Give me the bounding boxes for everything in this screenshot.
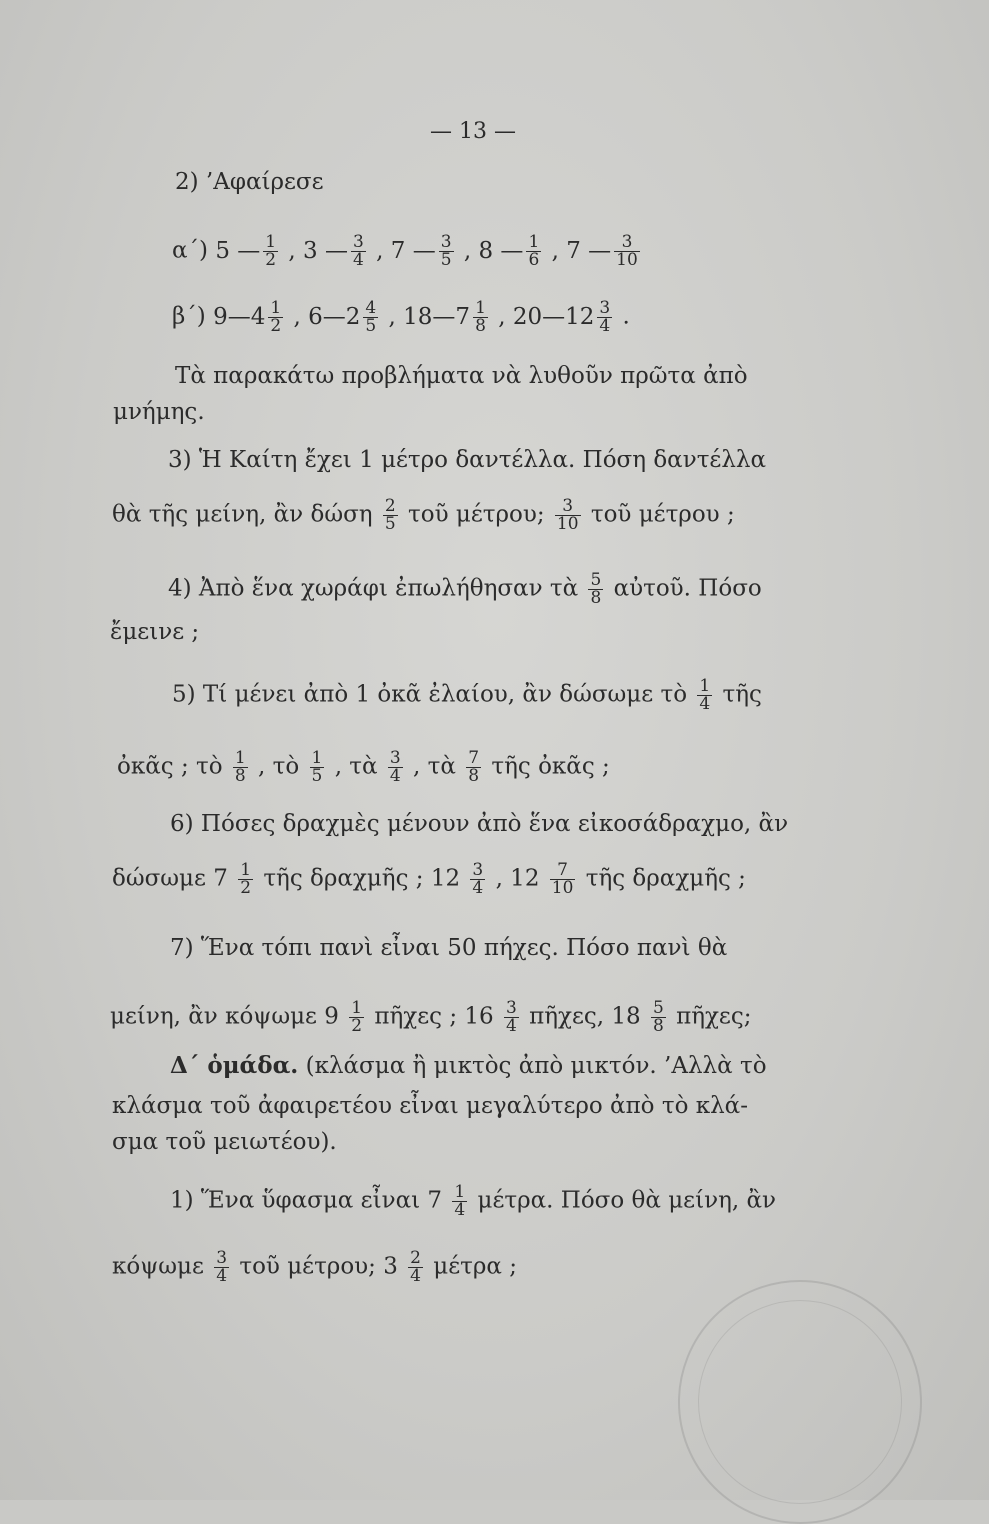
fraction: $\frac{3}{4}$ xyxy=(472,860,484,898)
fraction: $\frac{3}{4}$ xyxy=(599,298,611,336)
intro-line-1: Τὰ παρακάτω προβλήματα νὰ λυθοῦν πρῶτα ἀπὸ xyxy=(175,363,748,389)
problem-6-line-1: 6) Πόσες δραχμὲς μένουν ἀπὸ ἕνα εἰκοσάδραχμο, ἂν xyxy=(170,811,789,837)
mixed-item: , 20—12 $\frac{3}{4}$ xyxy=(498,298,611,336)
fraction: $\frac{5}{8}$ xyxy=(652,998,664,1036)
fraction: $\frac{3}{10}$ xyxy=(556,496,579,534)
group-d-line-3: σμα τοῦ μειωτέου). xyxy=(112,1129,337,1155)
mixed-item: , 3 — $\frac{3}{4}$ xyxy=(288,232,364,270)
group-d-line-2: κλάσμα τοῦ ἀφαιρετέου εἶναι μεγαλύτερο ἀπὸ τὸ κλά- xyxy=(112,1093,748,1119)
problem-7-line-1: 7) Ἕνα τόπι πανὶ εἶναι 50 πήχες. Πόσο πανὶ θὰ xyxy=(170,935,728,961)
fraction: $\frac{1}{2}$ xyxy=(351,998,363,1036)
fraction: $\frac{1}{8}$ xyxy=(475,298,486,336)
fraction: $\frac{1}{6}$ xyxy=(528,232,540,270)
mixed-item: , 18—7 $\frac{1}{8}$ xyxy=(388,298,486,336)
d1-line-1: 1) Ἕνα ὕφασμα εἶναι 7 $\frac{1}{4}$ μέτρα. Πόσο θὰ μείνη, ἂν xyxy=(170,1182,777,1220)
fraction: $\frac{1}{5}$ xyxy=(311,748,323,786)
mixed-item: 5 — $\frac{1}{2}$ xyxy=(215,232,277,270)
fraction: $\frac{1}{2}$ xyxy=(265,232,277,270)
problem-5-line-2: ὀκᾶς ; τὸ $\frac{1}{8}$ , τὸ $\frac{1}{5}$ , τὰ $\frac{3}{4}$ , τὰ $\frac{7}{8}$ τῆς ὀκᾶς ; xyxy=(117,748,610,786)
mixed-item: , 7 — $\frac{3}{10}$ xyxy=(551,232,638,270)
intro-line-2: μνήμης. xyxy=(113,399,205,425)
d1-line-2: κόψωμε $\frac{3}{4}$ τοῦ μέτρου; 3 $\frac{2}{4}$ μέτρα ; xyxy=(112,1248,517,1286)
row-label: β΄) xyxy=(172,303,206,330)
fraction: $\frac{2}{5}$ xyxy=(384,496,396,534)
fraction: $\frac{7}{10}$ xyxy=(551,860,574,898)
fraction: $\frac{3}{4}$ xyxy=(505,998,517,1036)
exercise-2b-row: β΄) 9—4 $\frac{1}{2}$ , 6—2 $\frac{4}{5}$ , 18—7 $\frac{1}{8}$ , 20—12 $\frac{3}{4}$ . xyxy=(172,298,630,336)
fraction: $\frac{1}{8}$ xyxy=(234,748,246,786)
fraction: $\frac{2}{4}$ xyxy=(410,1248,421,1286)
fraction: $\frac{5}{8}$ xyxy=(590,570,602,608)
problem-4-line-2: ἔμεινε ; xyxy=(110,619,200,645)
problem-3-line-2: θὰ τῆς μείνη, ἂν δώση $\frac{2}{5}$ τοῦ μέτρου; $\frac{3}{10}$ τοῦ μέτρου ; xyxy=(112,496,735,534)
problem-7-line-2: μείνη, ἂν κόψωμε 9 $\frac{1}{2}$ πῆχες ; 16 $\frac{3}{4}$ πῆχες, 18 $\frac{5}{8}$ πῆχες; xyxy=(110,998,752,1036)
fraction: $\frac{3}{10}$ xyxy=(616,232,638,270)
fraction: $\frac{4}{5}$ xyxy=(365,298,377,336)
fraction: $\frac{1}{4}$ xyxy=(699,676,711,714)
exercise-2a-row xyxy=(172,234,643,269)
problem-5-line-1: 5) Τί μένει ἀπὸ 1 ὀκᾶ ἐλαίου, ἂν δώσωμε τὸ $\frac{1}{4}$ τῆς xyxy=(172,676,762,714)
library-stamp xyxy=(678,1280,922,1524)
page-number: — 13 — xyxy=(430,119,516,144)
fraction: $\frac{1}{4}$ xyxy=(454,1182,466,1220)
fraction: $\frac{3}{5}$ xyxy=(440,232,452,270)
exercise-2-title: 2) ’Αφαίρεσε xyxy=(175,169,324,195)
fraction: $\frac{3}{4}$ xyxy=(216,1248,228,1286)
mixed-item: 9—4 $\frac{1}{2}$ xyxy=(213,298,282,336)
group-d-line-1: Δ΄ ὁμάδα. (κλάσμα ἢ μικτὸς ἀπὸ μικτόν. ’Αλλὰ τὸ xyxy=(170,1052,767,1079)
fraction: $\frac{1}{2}$ xyxy=(270,298,282,336)
mixed-item: , 8 — $\frac{1}{6}$ xyxy=(463,232,540,270)
fraction: $\frac{3}{4}$ xyxy=(353,232,364,270)
group-d-heading: Δ΄ ὁμάδα. xyxy=(170,1052,299,1079)
mixed-item: , 6—2 $\frac{4}{5}$ xyxy=(293,298,377,336)
fraction: $\frac{1}{2}$ xyxy=(240,860,252,898)
problem-4-line-1: 4) Ἀπὸ ἕνα χωράφι ἐπωλήθησαν τὰ $\frac{5}{8}$ αὐτοῦ. Πόσο xyxy=(168,570,762,608)
problem-6-line-2: δώσωμε 7 $\frac{1}{2}$ τῆς δραχμῆς ; 12 $\frac{3}{4}$ , 12 $\frac{7}{10}$ τῆς δραχμῆς ; xyxy=(112,860,746,898)
row-label: α΄) xyxy=(172,237,209,264)
mixed-item: , 7 — $\frac{3}{5}$ xyxy=(376,232,452,270)
problem-3-line-1: 3) Ἡ Καίτη ἔχει 1 μέτρο δαντέλλα. Πόση δαντέλλα xyxy=(168,447,767,473)
fraction: $\frac{7}{8}$ xyxy=(468,748,480,786)
fraction: $\frac{3}{4}$ xyxy=(389,748,401,786)
